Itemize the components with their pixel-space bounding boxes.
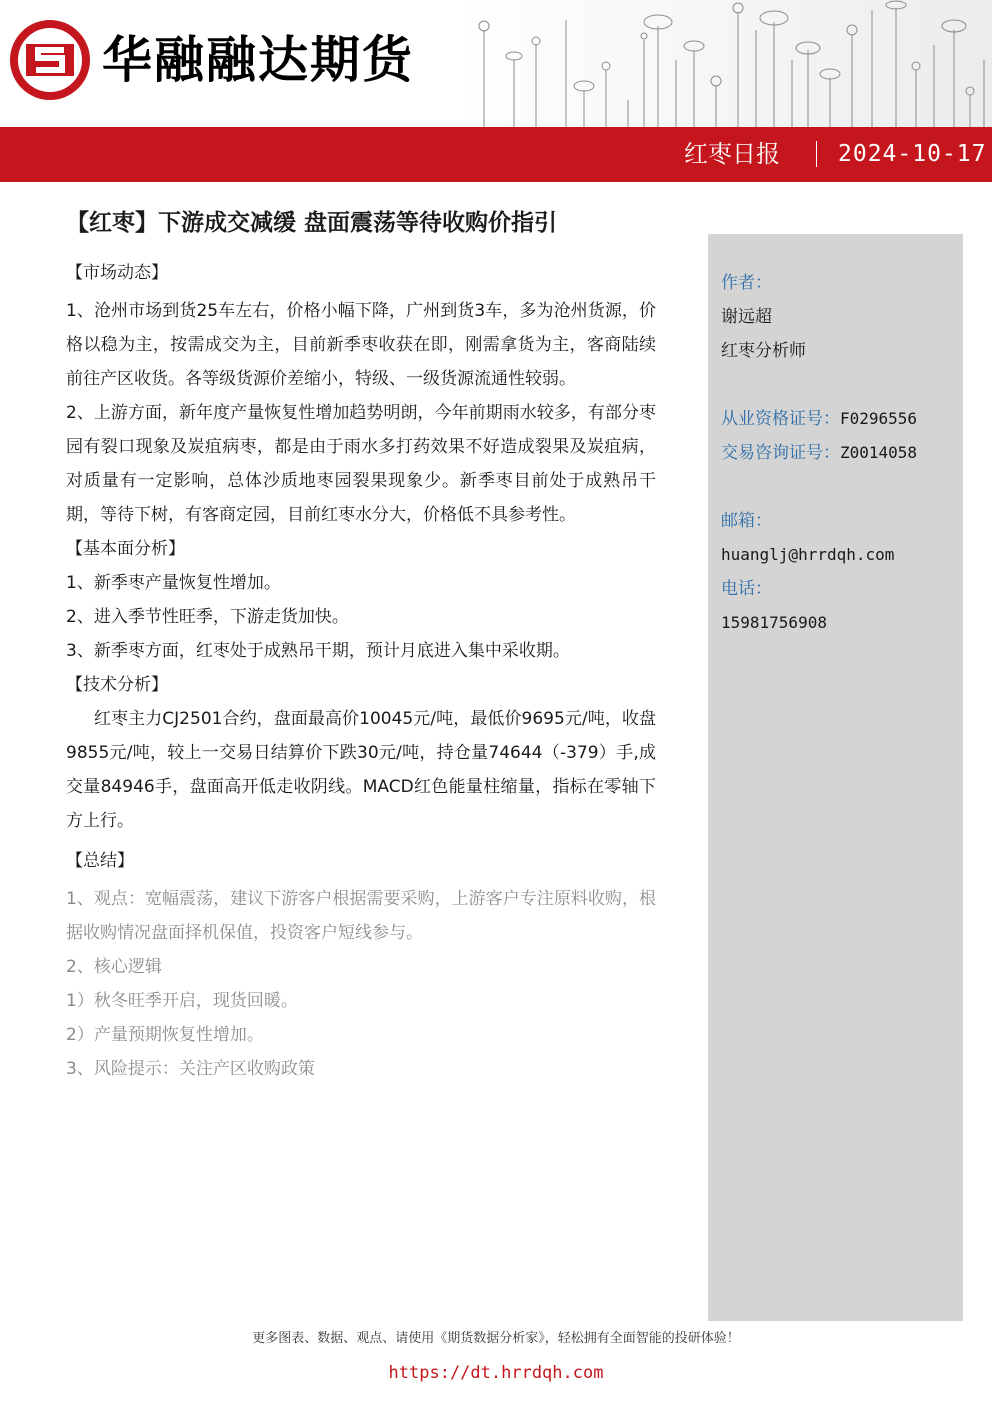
technical-paragraph: 红枣主力CJ2501合约，盘面最高价10045元/吨，最低价9695元/吨，收盘9855元/吨，较上一交易日结算价下跌30元/吨，持仓量74644（-379）手,成交量84946手，盘面高开低走收阴线。MACD红色能量柱缩量，指标在零轴下方上行。 [66, 709, 656, 831]
sidebar-spacer [721, 470, 963, 504]
fundamental-item: 3、新季枣方面，红枣处于成熟吊干期，预计月底进入集中采收期。 [66, 641, 570, 661]
fundamental-heading: 【基本面分析】 [66, 539, 185, 559]
title-bar [0, 127, 992, 182]
consult-row [721, 436, 963, 470]
summary-heading: 【总结】 [66, 851, 134, 871]
summary-logic-item: 2）产量预期恢复性增加。 [66, 1025, 264, 1045]
qualification-label: 从业资格证号： [721, 409, 840, 429]
summary-point-1: 1、观点：宽幅震荡，建议下游客户根据需要采购，上游客户专注原料收购，根据收购情况盘面择机保值，投资客户短线参与。 [66, 889, 656, 943]
summary-section [66, 844, 656, 1086]
email-value[interactable]: huanglj@hrrdqh.com [721, 545, 895, 564]
company-logo [10, 20, 414, 100]
report-header [0, 0, 992, 182]
footer-link[interactable]: https://dt.hrrdqh.com [388, 1363, 604, 1383]
technical-heading: 【技术分析】 [66, 675, 168, 695]
phone-value: 15981756908 [721, 613, 827, 632]
author-title: 红枣分析师 [721, 341, 806, 361]
consult-number: Z0014058 [840, 443, 918, 462]
main-content [66, 256, 656, 1086]
report-name: 红枣日报 [684, 140, 780, 168]
report-date: 2024-10-17 [838, 141, 987, 167]
title-bar-divider [816, 141, 817, 167]
author-label: 作者： [721, 273, 772, 293]
fundamental-item: 2、进入季节性旺季，下游走货加快。 [66, 607, 349, 627]
market-paragraph-2: 2、上游方面，新年度产量恢复性增加趋势明朗，今年前期雨水较多，有部分枣园有裂口现象及炭疽病枣，都是由于雨水多打药效果不好造成裂果及炭疽病，对质量有一定影响，总体沙质地枣园裂果现象少。新季枣目前处于成熟吊干期，等待下树，有客商定园，目前红枣水分大，价格低不具参考性。 [66, 403, 656, 525]
company-logo-icon [10, 20, 90, 100]
header-decoration [456, 0, 992, 127]
sidebar-spacer [721, 368, 963, 402]
qualification-number: F0296556 [840, 409, 918, 428]
company-name: 华融融达期货 [102, 31, 414, 89]
qualification-row [721, 402, 963, 436]
market-heading: 【市场动态】 [66, 263, 168, 283]
email-label: 邮箱： [721, 511, 772, 531]
summary-logic-heading: 2、核心逻辑 [66, 957, 162, 977]
page-title: 【红枣】下游成交减缓 盘面震荡等待收购价指引 [66, 210, 558, 236]
author-name: 谢远超 [721, 307, 772, 327]
market-paragraph-1: 1、沧州市场到货25车左右，价格小幅下降，广州到货3车，多为沧州货源，价格以稳为主，按需成交为主，目前新季枣收获在即，刚需拿货为主，客商陆续前往产区收货。各等级货源价差缩小，特级、一级货源流通性较弱。 [66, 301, 656, 389]
fundamental-item: 1、新季枣产量恢复性增加。 [66, 573, 281, 593]
summary-logic-item: 1）秋冬旺季开启，现货回暖。 [66, 991, 298, 1011]
summary-risk: 3、风险提示：关注产区收购政策 [66, 1059, 315, 1079]
phone-label: 电话： [721, 579, 772, 599]
consult-label: 交易咨询证号： [721, 443, 840, 463]
author-sidebar [708, 234, 963, 1321]
footer-note: 更多图表、数据、观点、请使用《期货数据分析家》，轻松拥有全面智能的投研体验！ [252, 1331, 740, 1346]
